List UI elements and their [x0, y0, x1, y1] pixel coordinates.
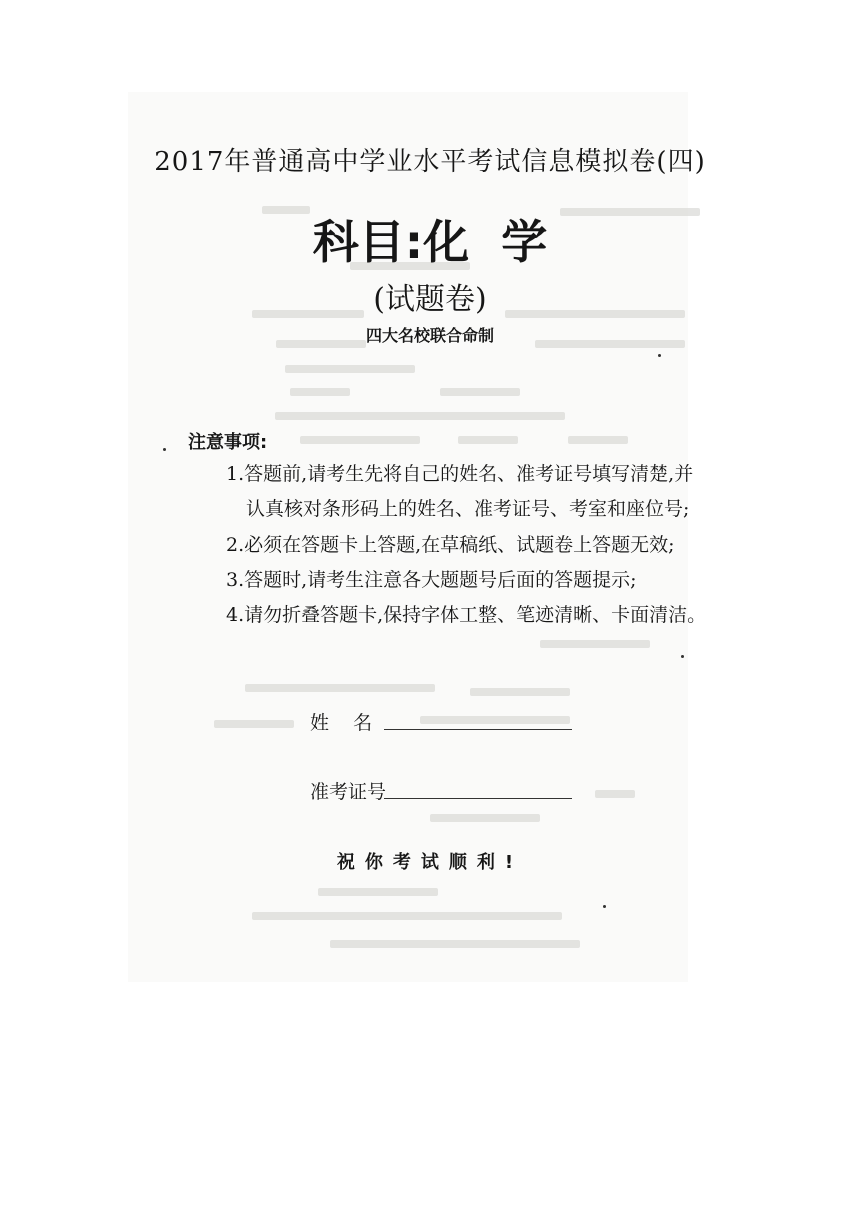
bleed-through-mark: [285, 365, 415, 373]
bleed-through-mark: [245, 684, 435, 692]
bleed-through-mark: [470, 688, 570, 696]
scan-speck: [163, 448, 166, 451]
bleed-through-mark: [300, 436, 420, 444]
bleed-through-mark: [568, 436, 628, 444]
exam-id-field[interactable]: [384, 797, 572, 799]
bleed-through-mark: [318, 888, 438, 896]
name-label: 姓 名: [310, 712, 373, 734]
bleed-through-mark: [540, 640, 650, 648]
bleed-through-mark: [290, 388, 350, 396]
scan-speck: [603, 905, 606, 908]
exam-title: 2017年普通高中学业水平考试信息模拟卷(四): [154, 147, 706, 177]
bleed-through-mark: [595, 790, 635, 798]
bleed-through-mark: [420, 716, 570, 724]
bleed-through-mark: [252, 912, 562, 920]
name-field[interactable]: [384, 728, 572, 730]
note-item: 3.答题时,请考生注意各大题题号后面的答题提示;: [226, 569, 637, 591]
scan-speck: [658, 354, 661, 357]
note-item: 1.答题前,请考生先将自己的姓名、准考证号填写清楚,并: [226, 463, 694, 485]
bleed-through-mark: [430, 814, 540, 822]
exam-id-label: 准考证号: [310, 781, 387, 803]
scan-speck: [681, 655, 684, 658]
good-luck-message: 祝你考试顺利!: [336, 852, 524, 873]
paper-type: (试题卷): [373, 282, 487, 317]
publisher-line: 四大名校联合命制: [365, 326, 494, 345]
subject-title: 科目:化 学: [312, 215, 548, 269]
bleed-through-mark: [440, 388, 520, 396]
bleed-through-mark: [275, 412, 565, 420]
notes-heading: 注意事项:: [188, 432, 268, 453]
bleed-through-mark: [458, 436, 518, 444]
note-item: 4.请勿折叠答题卡,保持字体工整、笔迹清晰、卡面清洁。: [226, 604, 707, 626]
bleed-through-mark: [330, 940, 580, 948]
note-item: 2.必须在答题卡上答题,在草稿纸、试题卷上答题无效;: [226, 534, 675, 556]
bleed-through-mark: [214, 720, 294, 728]
note-item: 认真核对条形码上的姓名、准考证号、考室和座位号;: [246, 498, 690, 520]
